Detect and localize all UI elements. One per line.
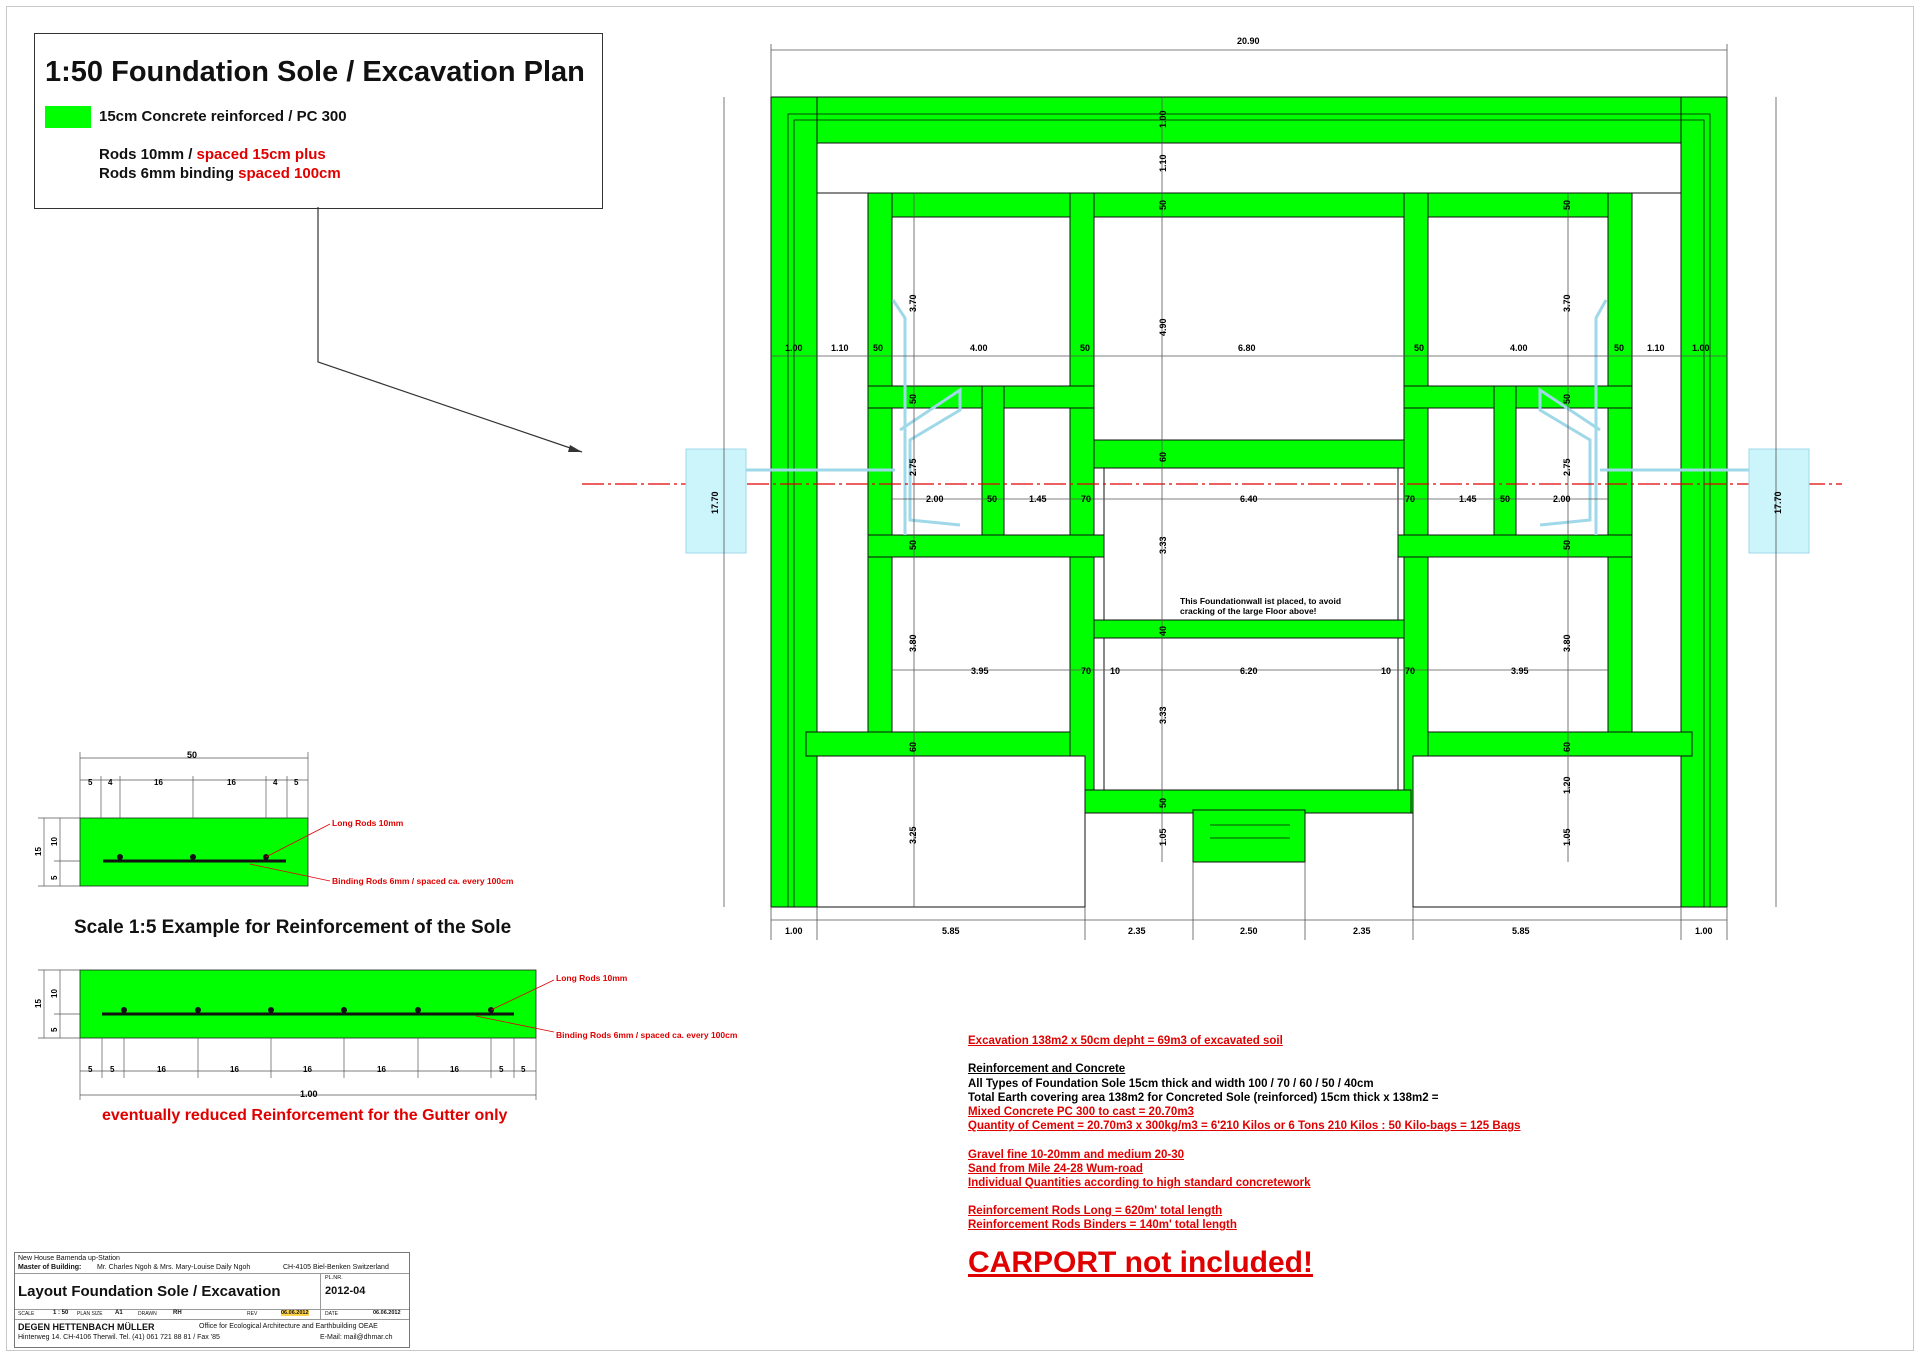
dim-label-vert-right: 1.05 [1562, 828, 1572, 846]
note-individual: Individual Quantities according to high standard concretework [968, 1177, 1311, 1189]
section-b-long-rods: Long Rods 10mm [556, 973, 628, 983]
dim-label-mid: 1.45 [1459, 494, 1477, 504]
void-top [817, 143, 1681, 193]
rev-value: 06.06.2012 [281, 1310, 309, 1316]
dim-label-top: 1.10 [1647, 343, 1665, 353]
section-b-height: 10 [50, 989, 59, 998]
dim-label-vert-right: 60 [1562, 741, 1572, 752]
section-b-height: 15 [34, 999, 43, 1008]
plansize-label: PLAN SIZE [77, 1311, 103, 1317]
leader-arrow-icon [568, 445, 582, 452]
dim-label-top: 4.00 [970, 343, 988, 353]
section-b-dim: 5 [499, 1065, 504, 1074]
dim-label-vert-right: 3.70 [1562, 294, 1572, 312]
section-b-dim: 16 [450, 1065, 459, 1074]
section-a-dim: 4 [273, 778, 278, 787]
firm-description: Office for Ecological Architecture and Earthbuilding OEAE [199, 1323, 378, 1330]
rods-line-2-text: Rods 6mm binding [99, 165, 239, 182]
foundation-wall-note [1180, 596, 1341, 616]
master-label: Master of Building: [18, 1264, 82, 1271]
dim-label-vert-center: 1.10 [1158, 154, 1168, 172]
rods-line-1-spacing: spaced 15cm plus [196, 146, 326, 163]
room-left-2b [1004, 408, 1070, 535]
rod-dot [117, 854, 123, 860]
plan-title: 1:50 Foundation Sole / Excavation Plan [45, 56, 585, 88]
firm-address: Hinterweg 14. CH-4106 Therwil. Tel. (41) 061 721 88 81 / Fax '85 [18, 1334, 220, 1341]
dim-label-vert-center: 50 [1158, 797, 1168, 808]
overall-width-label: 20.90 [1237, 36, 1260, 46]
plnr-label: PL.NR. [325, 1275, 343, 1281]
dim-label-vert-right: 2.75 [1562, 458, 1572, 476]
void-bottom-right [1413, 756, 1681, 907]
section-a-dim: 5 [294, 778, 299, 787]
dim-label-top: 50 [873, 343, 884, 353]
dim-label-mid: 1.45 [1029, 494, 1047, 504]
dim-label-top: 1.00 [1692, 343, 1710, 353]
dim-label-mid: 50 [987, 494, 998, 504]
section-b-dim: 5 [521, 1065, 526, 1074]
dim-label-mid: 2.00 [926, 494, 944, 504]
firm-email: E-Mail: mail@dhmar.ch [320, 1334, 393, 1341]
wall-left-row-2 [868, 535, 1104, 557]
room-left-3 [892, 557, 1070, 732]
dim-label-vert-left: 50 [908, 539, 918, 550]
room-right-1 [1428, 217, 1608, 386]
dim-label-vert-left: 3.25 [908, 826, 918, 844]
dim-label-low: 3.95 [1511, 666, 1529, 676]
note-types: All Types of Foundation Sole 15cm thick and width 100 / 70 / 60 / 50 / 40cm [968, 1078, 1374, 1090]
title-block [14, 1252, 410, 1348]
section-b-dim: 16 [230, 1065, 239, 1074]
dim-label-vert-right: 1.20 [1562, 776, 1572, 794]
dim-label-vert-center: 3.33 [1158, 706, 1168, 724]
wall-right-row-2 [1396, 535, 1632, 557]
scale-value: 1 : 50 [53, 1310, 69, 1316]
dim-label-low: 6.20 [1240, 666, 1258, 676]
section-a-dim: 16 [154, 778, 163, 787]
dim-label-low: 70 [1405, 666, 1416, 676]
dim-label-top: 50 [1080, 343, 1091, 353]
dim-label-vert-center: 1.00 [1158, 110, 1168, 128]
drawn-value: RH [173, 1310, 182, 1316]
section-b-dim: 5 [88, 1065, 93, 1074]
dim-label-vert-right: 50 [1562, 393, 1572, 404]
foundation-note-line-1: This Foundationwall ist placed, to avoid [1180, 596, 1342, 606]
dim-label-bottom: 1.00 [1695, 926, 1713, 936]
note-cement: Quantity of Cement = 20.70m3 x 300kg/m3 = 6'210 Kilos or 6 Tons 210 Kilos : 50 Kilo-bags = 125 Bags [968, 1120, 1521, 1132]
overall-depth-label: 17.70 [1773, 491, 1783, 514]
section-a-width: 50 [187, 750, 198, 760]
note-earth-area: Total Earth covering area 138m2 for Concreted Sole (reinforced) 15cm thick x 138m2 = [968, 1092, 1439, 1104]
wall-center-a [1094, 440, 1404, 468]
dim-label-vert-center: 50 [1158, 199, 1168, 210]
note-rods-binders: Reinforcement Rods Binders = 140m' total length [968, 1219, 1237, 1231]
dim-label-vert-left: 3.80 [908, 634, 918, 652]
project-name: New House Bamenda up-Station [18, 1255, 120, 1262]
note-excavation: Excavation 138m2 x 50cm depht = 69m3 of excavated soil [968, 1035, 1283, 1047]
section-a-height: 15 [34, 847, 43, 856]
drawing-title: Layout Foundation Sole / Excavation [18, 1283, 281, 1300]
dim-label-low: 10 [1381, 666, 1392, 676]
dim-label-vert-right: 3.80 [1562, 634, 1572, 652]
note-gravel: Gravel fine 10-20mm and medium 20-30 [968, 1149, 1185, 1161]
drawn-label: DRAWN [138, 1311, 157, 1317]
dim-label-vert-center: 1.05 [1158, 828, 1168, 846]
date-value: 06.06.2012 [373, 1310, 401, 1316]
dim-label-mid: 50 [1500, 494, 1511, 504]
section-b-height: 5 [50, 1027, 59, 1032]
date-label: DATE [325, 1311, 338, 1317]
void-bottom-left [817, 756, 1085, 907]
scale-label: SCALE [18, 1311, 35, 1317]
dim-label-vert-left: 60 [908, 741, 918, 752]
dim-label-vert-right: 50 [1562, 199, 1572, 210]
plan-number: 2012-04 [325, 1285, 366, 1297]
section-a-dim: 5 [88, 778, 93, 787]
section-b-width: 1.00 [300, 1089, 318, 1099]
void-right-strip [1632, 193, 1681, 732]
dim-label-top: 4.00 [1510, 343, 1528, 353]
void-left-strip [817, 193, 868, 732]
dim-label-bottom: 2.35 [1128, 926, 1146, 936]
dim-label-vert-left: 3.70 [908, 294, 918, 312]
section-a-long-rods: Long Rods 10mm [332, 818, 404, 828]
section-b-concrete [80, 970, 536, 1038]
wall-center-b [1094, 620, 1404, 638]
carport-note: CARPORT not included! [968, 1246, 1313, 1279]
section-a-dim: 16 [227, 778, 236, 787]
section-b-dim: 16 [157, 1065, 166, 1074]
dim-label-vert-right: 50 [1562, 539, 1572, 550]
foundation-note-line-2: cracking of the large Floor above! [1180, 606, 1317, 616]
overall-depth-label: 17.70 [710, 491, 720, 514]
dim-label-bottom: 2.50 [1240, 926, 1258, 936]
material-label: 15cm Concrete reinforced / PC 300 [99, 108, 347, 125]
dim-label-mid: 70 [1405, 494, 1416, 504]
note-rods-long: Reinforcement Rods Long = 620m' total length [968, 1205, 1223, 1217]
section-b-dim: 5 [110, 1065, 115, 1074]
entrance-step [1193, 810, 1305, 862]
dim-label-bottom: 2.35 [1353, 926, 1371, 936]
lower-right-sole [1410, 732, 1692, 756]
dim-label-top: 1.00 [785, 343, 803, 353]
room-center-3 [1104, 638, 1398, 790]
dim-label-bottom: 5.85 [942, 926, 960, 936]
dim-label-bottom: 1.00 [785, 926, 803, 936]
dim-label-vert-left: 2.75 [908, 458, 918, 476]
section-b-dim: 16 [303, 1065, 312, 1074]
gutter-note: eventually reduced Reinforcement for the Gutter only [102, 1107, 508, 1124]
section-b-dim: 16 [377, 1065, 386, 1074]
room-right-2a [1428, 408, 1494, 535]
wall-right-stub [1494, 386, 1516, 560]
section-b-binding-rods: Binding Rods 6mm / spaced ca. every 100cm [556, 1030, 738, 1040]
section-a-height: 5 [50, 875, 59, 880]
room-center-1 [1094, 217, 1404, 440]
dim-label-vert-center: 4.90 [1158, 318, 1168, 336]
inner-top-sole [868, 193, 1632, 217]
scale-example-title: Scale 1:5 Example for Reinforcement of the Sole [74, 917, 512, 938]
rods-line-2-spacing: spaced 100cm [238, 165, 341, 182]
dim-label-mid: 6.40 [1240, 494, 1258, 504]
room-left-1 [892, 217, 1070, 386]
note-reinforcement-heading: Reinforcement and Concrete [968, 1063, 1126, 1075]
dim-label-mid: 2.00 [1553, 494, 1571, 504]
section-a-height: 10 [50, 837, 59, 846]
wall-left-stub [982, 386, 1004, 560]
dim-label-top: 50 [1414, 343, 1425, 353]
dim-label-bottom: 5.85 [1512, 926, 1530, 936]
master-name: Mr. Charles Ngoh & Mrs. Mary-Louise Daily Ngoh [97, 1264, 251, 1271]
section-a-concrete [80, 818, 308, 886]
lower-left-sole [806, 732, 1086, 756]
rod-dot [190, 854, 196, 860]
dim-label-vert-center: 40 [1158, 625, 1168, 636]
rods-line-1-text: Rods 10mm / [99, 146, 197, 163]
note-mixed-concrete: Mixed Concrete PC 300 to cast = 20.70m3 [968, 1106, 1194, 1118]
dim-label-vert-center: 3.33 [1158, 536, 1168, 554]
legend-leader-line [318, 207, 582, 452]
note-sand: Sand from Mile 24-28 Wum-road [968, 1163, 1143, 1175]
dim-label-low: 10 [1110, 666, 1121, 676]
firm-name: DEGEN HETTENBACH MÜLLER [18, 1322, 155, 1332]
section-a-dim: 4 [108, 778, 113, 787]
dim-label-mid: 70 [1081, 494, 1092, 504]
rev-label: REV [247, 1311, 258, 1317]
room-right-3 [1428, 557, 1608, 732]
plansize-value: A1 [115, 1310, 123, 1316]
dim-label-top: 6.80 [1238, 343, 1256, 353]
dim-label-vert-left: 50 [908, 393, 918, 404]
dim-label-top: 1.10 [831, 343, 849, 353]
dim-label-low: 70 [1081, 666, 1092, 676]
dim-label-low: 3.95 [971, 666, 989, 676]
dim-label-top: 50 [1614, 343, 1625, 353]
dim-label-vert-center: 60 [1158, 451, 1168, 462]
section-a-binding-rods: Binding Rods 6mm / spaced ca. every 100cm [332, 876, 514, 886]
location: CH-4105 Biel-Benken Switzerland [283, 1264, 389, 1271]
